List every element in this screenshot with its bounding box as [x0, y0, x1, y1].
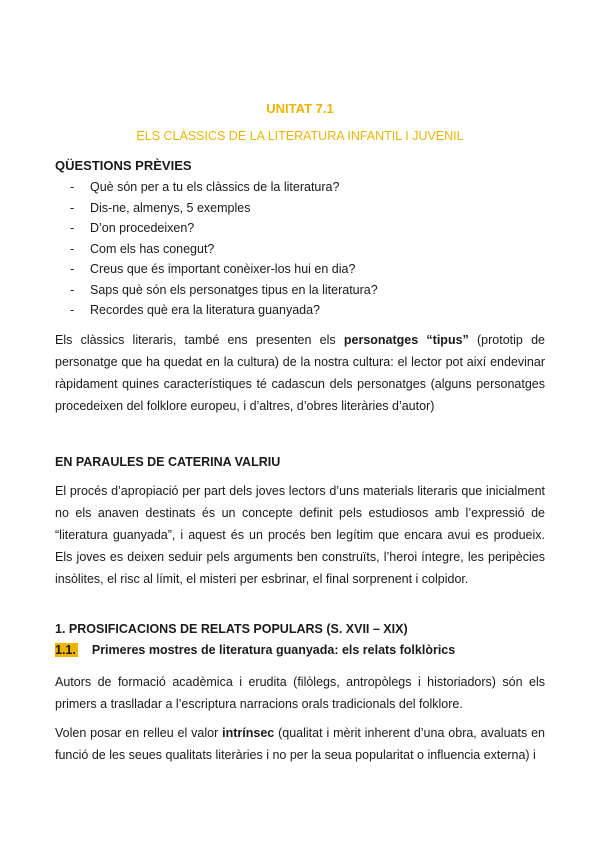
unit-label: UNITAT 7.1: [266, 101, 334, 116]
unit-title: ELS CLÀSSICS DE LA LITERATURA INFANTIL I JUVENIL: [136, 129, 464, 143]
dash-bullet: -: [70, 303, 75, 317]
list-item: - Saps què són els personatges tipus en la literatura?: [70, 282, 378, 297]
dash-bullet: -: [70, 200, 75, 215]
questions-heading: QÜESTIONS PRÈVIES: [55, 158, 192, 173]
dash-bullet: -: [70, 241, 75, 256]
list-item: - Dis-ne, almenys, 5 exemples: [70, 200, 251, 215]
subsection-1-1-heading: [55, 643, 545, 657]
section-1-heading: 1. PROSIFICACIONS DE RELATS POPULARS (S. XVII – XIX): [55, 622, 408, 636]
subsection-title: Primeres mostres de literatura guanyada: els relats folklòrics: [91, 643, 456, 657]
dash-bullet: -: [70, 180, 75, 194]
valriu-paragraph: El procés d’apropiació per part dels joves lectors d’uns materials literaris que inicialment no els anaven destinats és un concepte definit pels estudiosos amb l’expressió de “literatura guanyada”, i aquest és un procés ben legítim que encara avui es produeix. Els joves es deixen seduir pels arguments ben construïts, l’heroi íntegre, les peripècies insòlites, el risc al límit, el misteri per esbrinar, el final sorprenent i colpidor.: [55, 484, 545, 586]
list-item: - D’on procedeixen?: [70, 221, 195, 235]
intrinsec-emphasis: intrínsec: [222, 726, 275, 740]
intro-paragraph: Els clàssics literaris, també ens presenten els personatges “tipus” (prototip de personatge que ha quedat en la cultura) de la nostra cultura: el lector pot així endevinar ràpidament quines característiques té cadascun dels personatges (alguns personatges procedeixen del folklore europeu, i d’altres, d’obres literàries d’autor): [55, 333, 545, 413]
valriu-heading: EN PARAULES DE CATERINA VALRIU: [55, 455, 281, 469]
dash-bullet: -: [70, 282, 75, 297]
section-1-paragraph-1: Autors de formació acadèmica i erudita (filòlegs, antropòlegs i historiadors) són els primers a traslladar a l’escriptura narracions orals tradicionals del folklore.: [55, 675, 545, 711]
section-1-paragraph-2: Volen posar en relleu el valor intrínsec (qualitat i mèrit inherent d’una obra, avaluats en funció de les seues qualitats literàries i no per la seua popularitat o influencia externa) i: [55, 726, 545, 762]
list-item: - Recordes què era la literatura guanyada?: [70, 303, 321, 317]
list-item: - Com els has conegut?: [70, 241, 215, 256]
subsection-number: 1.1.: [55, 643, 76, 657]
intro-emphasis: personatges “tipus”: [343, 333, 469, 347]
list-item: - Què són per a tu els clàssics de la literatura?: [70, 180, 340, 194]
dash-bullet: -: [70, 262, 75, 276]
dash-bullet: -: [70, 221, 75, 235]
list-item: - Creus que és important conèixer-los hui en dia?: [70, 262, 356, 276]
questions-list: [70, 179, 378, 323]
